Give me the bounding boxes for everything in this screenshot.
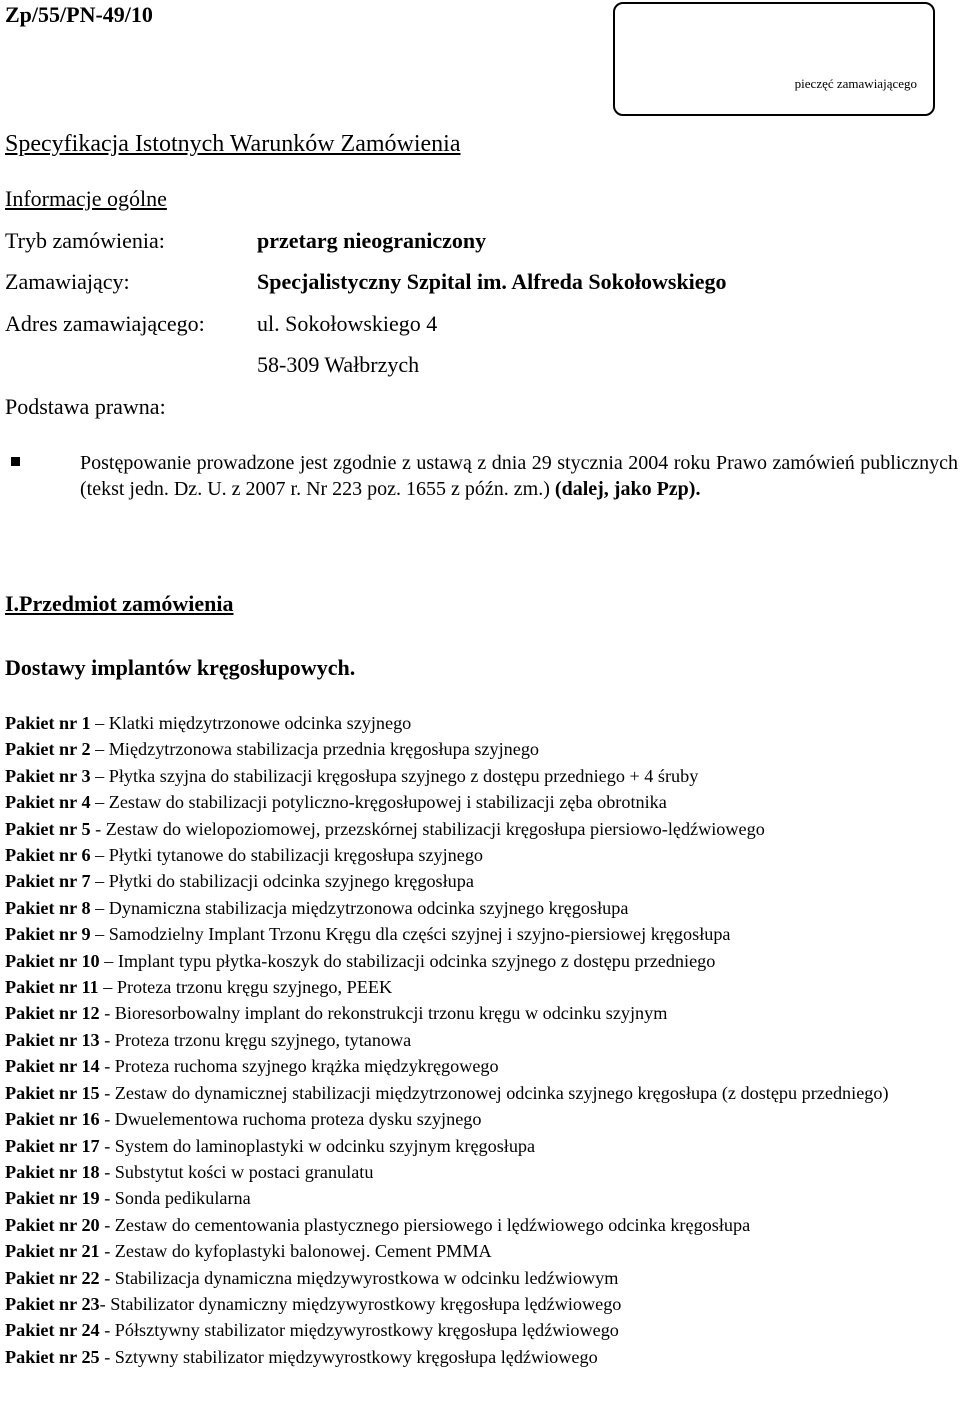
packet-description: System do laminoplastyki w odcinku szyjnym kręgosłupa: [114, 1135, 536, 1156]
address-line-1: ul. Sokołowskiego 4: [257, 311, 438, 336]
packet-separator: -: [99, 1109, 115, 1130]
packet-description: Samodzielny Implant Trzonu Kręgu dla części szyjnej i szyjno-piersiowej kręgosłupa: [108, 924, 731, 945]
legal-basis-paragraph: [80, 450, 958, 502]
square-bullet-icon: [11, 457, 20, 466]
packet-label: Pakiet nr 15: [5, 1082, 100, 1103]
packet-description: Dwuelementowa ruchoma proteza dysku szyjnego: [114, 1109, 482, 1130]
list-item: [5, 974, 957, 1000]
packet-separator: -: [99, 1003, 115, 1024]
packet-description: Płytka szyjna do stabilizacji kręgosłupa szyjnego z dostępu przedniego + 4 śruby: [108, 765, 699, 786]
packet-description: Stabilizator dynamiczny międzywyrostkowy kręgosłupa lędźwiowego: [110, 1293, 622, 1314]
list-item: [5, 1291, 957, 1317]
list-item: [5, 736, 957, 762]
packet-separator: -: [99, 1241, 115, 1262]
list-item: [5, 1159, 957, 1185]
subject-heading: I.Przedmiot zamówienia: [5, 591, 234, 616]
packet-description: Płytki tytanowe do stabilizacji kręgosłupa szyjnego: [108, 845, 484, 866]
list-item: [5, 1133, 957, 1159]
address-label: Adres zamawiającego:: [5, 311, 205, 336]
packet-label: Pakiet nr 16: [5, 1109, 100, 1130]
packet-label: Pakiet nr 25: [5, 1346, 100, 1367]
packet-separator: –: [90, 897, 109, 918]
packet-label: Pakiet nr 23: [5, 1293, 100, 1314]
packet-separator: –: [90, 739, 109, 760]
packet-separator: –: [98, 977, 117, 998]
list-item: [5, 1212, 957, 1238]
document-title: Specyfikacja Istotnych Warunków Zamówienia: [5, 131, 461, 157]
buyer-label: Zamawiający:: [5, 269, 130, 294]
packet-label: Pakiet nr 17: [5, 1135, 100, 1156]
packet-description: Międzytrzonowa stabilizacja przednia kręgosłupa szyjnego: [108, 739, 540, 760]
packet-label: Pakiet nr 1: [5, 713, 91, 733]
list-item: [5, 789, 957, 815]
address-line-2: 58-309 Wałbrzych: [257, 352, 420, 377]
packet-separator: –: [90, 871, 109, 892]
packet-label: Pakiet nr 22: [5, 1267, 100, 1288]
list-item: [5, 1080, 957, 1106]
packet-separator: -: [99, 1135, 115, 1156]
mode-label: Tryb zamówienia:: [5, 228, 165, 253]
reference-number: Zp/55/PN-49/10: [5, 2, 153, 27]
packet-description: Bioresorbowalny implant do rekonstrukcji trzonu kręgu w odcinku szyjnym: [114, 1003, 668, 1024]
list-item: [5, 1000, 957, 1026]
packet-label: Pakiet nr 14: [5, 1056, 100, 1077]
list-item: [5, 948, 957, 974]
stamp-label: pieczęć zamawiającego: [794, 76, 917, 91]
packet-separator: -: [90, 818, 106, 839]
packet-description: Zestaw do cementowania plastycznego piersiowego i lędźwiowego odcinka kręgosłupa: [114, 1214, 751, 1235]
list-item: [5, 1185, 957, 1211]
packet-label: Pakiet nr 6: [5, 845, 91, 866]
packet-description: Zestaw do kyfoplastyki balonowej. Cement PMMA: [114, 1241, 492, 1262]
packet-separator: -: [99, 1346, 115, 1367]
list-item: [5, 868, 957, 894]
mode-value: przetarg nieograniczony: [257, 228, 487, 253]
legal-basis-text: Postępowanie prowadzone jest zgodnie z ustawą z dnia 29 stycznia 2004 roku Prawo zamówień publicznych (tekst jedn. Dz. U. z 2007 r. Nr 223 poz. 1655 z późn. zm.): [80, 452, 958, 500]
packet-description: Substytut kości w postaci granulatu: [114, 1161, 374, 1182]
packet-separator: -: [99, 1029, 115, 1050]
packet-separator: -: [99, 1161, 115, 1182]
list-item: [5, 1027, 957, 1053]
list-item: [5, 895, 957, 921]
packet-separator: –: [90, 845, 109, 866]
packet-label: Pakiet nr 7: [5, 871, 91, 892]
packet-label: Pakiet nr 8: [5, 897, 91, 918]
packet-separator: –: [99, 950, 118, 971]
list-item: [5, 842, 957, 868]
packet-label: Pakiet nr 13: [5, 1029, 100, 1050]
list-item: [5, 921, 957, 947]
packet-description: Zestaw do wielopoziomowej, przezskórnej stabilizacji kręgosłupa piersiowo-lędźwiowego: [105, 818, 765, 839]
packet-label: Pakiet nr 3: [5, 765, 91, 786]
packet-description: Dynamiczna stabilizacja międzytrzonowa odcinka szyjnego kręgosłupa: [108, 897, 629, 918]
packet-description: Zestaw do stabilizacji potyliczno-kręgosłupowej i stabilizacji zęba obrotnika: [108, 792, 667, 813]
list-item: [5, 1238, 957, 1264]
packet-separator: -: [99, 1214, 115, 1235]
subject-title: Dostawy implantów kręgosłupowych.: [5, 655, 356, 680]
packet-label: Pakiet nr 2: [5, 739, 91, 760]
legal-basis-label: Podstawa prawna:: [5, 394, 166, 419]
packet-label: Pakiet nr 21: [5, 1241, 100, 1262]
packet-separator: -: [99, 1082, 115, 1103]
packet-label: Pakiet nr 20: [5, 1214, 100, 1235]
packet-label: Pakiet nr 19: [5, 1188, 100, 1209]
packet-label: Pakiet nr 10: [5, 950, 100, 971]
list-item: [5, 1106, 957, 1132]
packet-description: Klatki międzytrzonowe odcinka szyjnego: [108, 713, 412, 733]
packet-separator: -: [99, 1293, 111, 1314]
list-item: [5, 1317, 957, 1343]
buyer-value: Specjalistyczny Szpital im. Alfreda Sokołowskiego: [257, 269, 727, 294]
packet-separator: -: [99, 1056, 115, 1077]
packet-description: Implant typu płytka-koszyk do stabilizacji odcinka szyjnego z dostępu przedniego: [117, 950, 716, 971]
packet-description: Proteza trzonu kręgu szyjnego, tytanowa: [114, 1029, 412, 1050]
packet-description: Sztywny stabilizator międzywyrostkowy kręgosłupa lędźwiowego: [114, 1346, 598, 1367]
list-item: [5, 1265, 957, 1291]
list-item: [5, 710, 957, 736]
packet-separator: -: [99, 1188, 115, 1209]
packet-description: Proteza trzonu kręgu szyjnego, PEEK: [116, 977, 393, 998]
packet-description: Sonda pedikularna: [114, 1188, 251, 1209]
packet-separator: -: [99, 1267, 115, 1288]
packet-description: Zestaw do dynamicznej stabilizacji międzytrzonowej odcinka szyjnego kręgosłupa (z dostępu przedniego): [114, 1082, 889, 1103]
packet-label: Pakiet nr 9: [5, 924, 91, 945]
list-item: [5, 1053, 957, 1079]
list-item: [5, 763, 957, 789]
packet-label: Pakiet nr 12: [5, 1003, 100, 1024]
packet-description: Półsztywny stabilizator międzywyrostkowy kręgosłupa lędźwiowego: [114, 1320, 619, 1341]
general-info-heading: Informacje ogólne: [5, 186, 167, 211]
packet-separator: -: [99, 1320, 115, 1341]
list-item: [5, 816, 957, 842]
packet-separator: –: [90, 792, 109, 813]
packet-label: Pakiet nr 5: [5, 818, 91, 839]
stamp-box: [613, 2, 935, 116]
list-item: [5, 1344, 957, 1370]
packet-list: [5, 710, 957, 1370]
packet-description: Proteza ruchoma szyjnego krążka międzykręgowego: [114, 1056, 499, 1077]
packet-separator: –: [90, 924, 109, 945]
legal-basis-abbreviation: (dalej, jako Pzp).: [554, 478, 701, 500]
packet-description: Stabilizacja dynamiczna międzywyrostkowa w odcinku ledźwiowym: [114, 1267, 619, 1288]
packet-description: Płytki do stabilizacji odcinka szyjnego kręgosłupa: [108, 871, 474, 892]
packet-label: Pakiet nr 11: [5, 977, 99, 998]
packet-label: Pakiet nr 4: [5, 792, 91, 813]
packet-label: Pakiet nr 18: [5, 1161, 100, 1182]
packet-separator: –: [90, 765, 109, 786]
packet-label: Pakiet nr 24: [5, 1320, 100, 1341]
packet-separator: –: [90, 713, 109, 733]
